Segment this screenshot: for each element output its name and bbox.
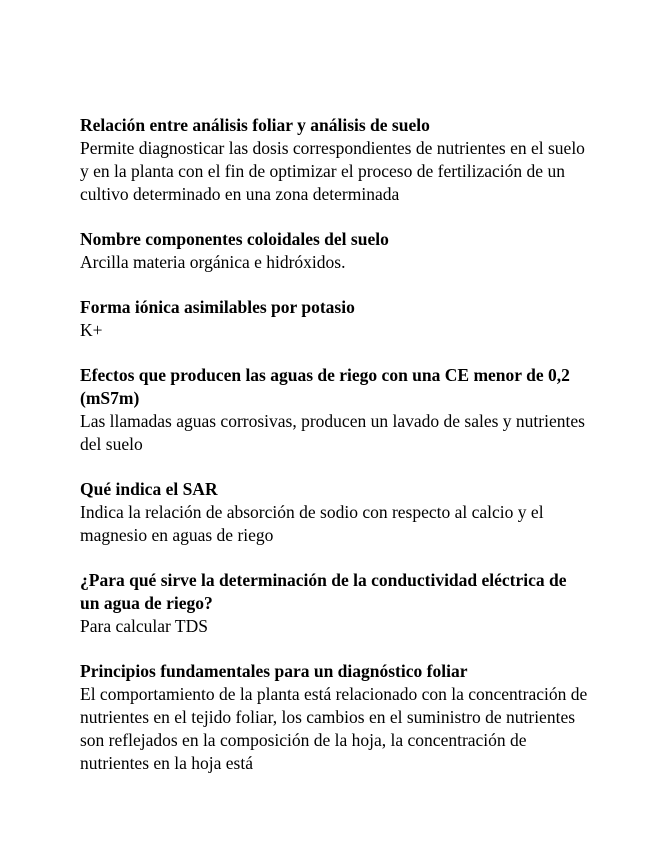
answer-text: Indica la relación de absorción de sodio con respecto al calcio y el magnesio en aguas de riego	[80, 502, 544, 545]
question-heading: Nombre componentes coloidales del suelo	[80, 229, 389, 249]
question-heading: Relación entre análisis foliar y análisis de suelo	[80, 115, 430, 135]
answer-text: El comportamiento de la planta está relacionado con la concentración de nutrientes en el tejido foliar, los cambios en el suministro de nutrientes son reflejados en la composición de la hoja, la concentración de nutrientes en la hoja está	[80, 684, 588, 773]
entry-componentes-coloidales	[80, 228, 590, 274]
entry-relacion-analisis	[80, 114, 590, 206]
answer-text: Las llamadas aguas corrosivas, producen un lavado de sales y nutrientes del suelo	[80, 411, 585, 454]
answer-text: K+	[80, 320, 103, 340]
entry-conductividad	[80, 569, 590, 638]
document-page	[80, 114, 590, 797]
answer-text: Permite diagnosticar las dosis correspondientes de nutrientes en el suelo y en la planta con el fin de optimizar el proceso de fertilización de un cultivo determinado en una zona determinada	[80, 138, 585, 204]
question-heading: Principios fundamentales para un diagnóstico foliar	[80, 661, 468, 681]
entry-efectos-aguas-riego	[80, 364, 590, 456]
answer-text: Para calcular TDS	[80, 616, 208, 636]
question-heading: Qué indica el SAR	[80, 479, 218, 499]
question-heading: ¿Para qué sirve la determinación de la conductividad eléctrica de un agua de riego?	[80, 570, 567, 613]
entry-forma-ionica	[80, 296, 590, 342]
question-heading: Efectos que producen las aguas de riego con una CE menor de 0,2 (mS7m)	[80, 365, 570, 408]
entry-sar	[80, 478, 590, 547]
entry-diagnostico-foliar	[80, 660, 590, 775]
answer-text: Arcilla materia orgánica e hidróxidos.	[80, 252, 346, 272]
question-heading: Forma iónica asimilables por potasio	[80, 297, 355, 317]
